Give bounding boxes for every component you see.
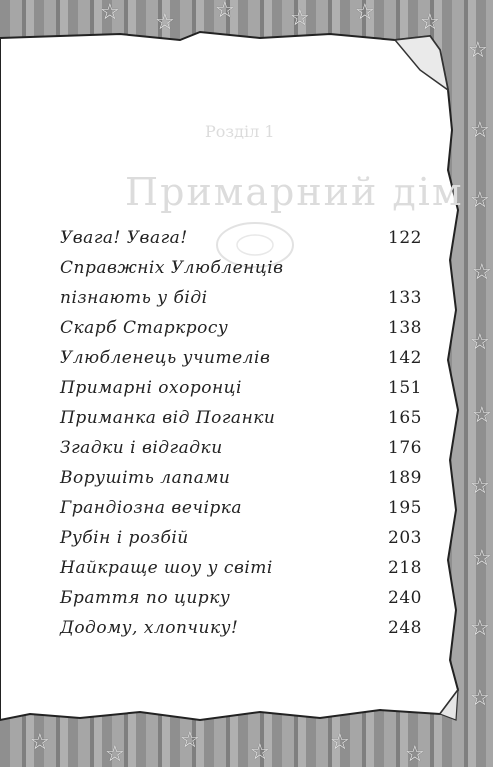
toc-entry [60, 258, 422, 288]
toc-page-number: 122 [388, 228, 422, 248]
toc-entry [60, 288, 422, 318]
star-icon: ☆ [472, 403, 492, 428]
star-icon: ☆ [470, 188, 490, 213]
toc-title: Додому, хлопчику! [60, 618, 239, 638]
star-icon: ☆ [472, 546, 492, 571]
toc-entry [60, 438, 422, 468]
star-icon: ☆ [355, 0, 375, 25]
toc-title: Браття по цирку [60, 588, 231, 608]
star-icon: ☆ [470, 330, 490, 355]
toc-page-number: 151 [388, 378, 422, 398]
toc-page-number: 240 [388, 588, 422, 608]
toc-title: Увага! Увага! [60, 228, 188, 248]
toc-title: Ворушіть лапами [60, 468, 231, 488]
toc-title: Примарні охоронці [60, 378, 242, 398]
star-icon: ☆ [470, 474, 490, 499]
star-icon: ☆ [405, 742, 425, 767]
toc-title: Найкраще шоу у світі [60, 558, 273, 578]
toc-page-number: 176 [388, 438, 422, 458]
star-icon: ☆ [470, 616, 490, 641]
toc-page-number: 203 [388, 528, 422, 548]
toc-entry [60, 498, 422, 528]
toc-entry [60, 318, 422, 348]
toc-title: Згадки і відгадки [60, 438, 223, 458]
toc-entry [60, 618, 422, 648]
toc-entry [60, 348, 422, 378]
star-icon: ☆ [290, 6, 310, 31]
toc-title: Справжніх Улюбленців [60, 258, 284, 278]
toc-title: Рубін і розбій [60, 528, 189, 548]
toc-entry [60, 558, 422, 588]
toc-title: пізнають у біді [60, 288, 208, 308]
star-icon: ☆ [420, 10, 440, 35]
ghost-chapter-title: Примарний дім [125, 170, 464, 214]
star-icon: ☆ [468, 38, 488, 63]
star-icon: ☆ [155, 10, 175, 35]
toc-page-number: 142 [388, 348, 422, 368]
toc-entry [60, 588, 422, 618]
toc-entry [60, 378, 422, 408]
toc-title: Приманка від Поганки [60, 408, 276, 428]
star-icon: ☆ [470, 118, 490, 143]
table-of-contents [60, 228, 422, 648]
toc-page-number: 218 [388, 558, 422, 578]
star-icon: ☆ [105, 742, 125, 767]
star-icon: ☆ [472, 260, 492, 285]
star-icon: ☆ [180, 728, 200, 753]
toc-title: Скарб Старкросу [60, 318, 229, 338]
star-icon: ☆ [330, 730, 350, 755]
star-icon: ☆ [470, 686, 490, 711]
toc-entry [60, 228, 422, 258]
star-icon: ☆ [100, 0, 120, 25]
star-icon: ☆ [250, 740, 270, 765]
toc-entry [60, 528, 422, 558]
toc-title: Грандіозна вечірка [60, 498, 243, 518]
toc-page-number: 165 [388, 408, 422, 428]
toc-entry [60, 468, 422, 498]
toc-page-number: 189 [388, 468, 422, 488]
toc-title: Улюбленець учителів [60, 348, 271, 368]
star-icon: ☆ [30, 730, 50, 755]
toc-page-number: 248 [388, 618, 422, 638]
toc-entry [60, 408, 422, 438]
ghost-chapter-kicker: Розділ 1 [205, 122, 275, 141]
star-icon: ☆ [215, 0, 235, 23]
toc-page-number: 133 [388, 288, 422, 308]
toc-page-number: 138 [388, 318, 422, 338]
toc-page-number: 195 [388, 498, 422, 518]
